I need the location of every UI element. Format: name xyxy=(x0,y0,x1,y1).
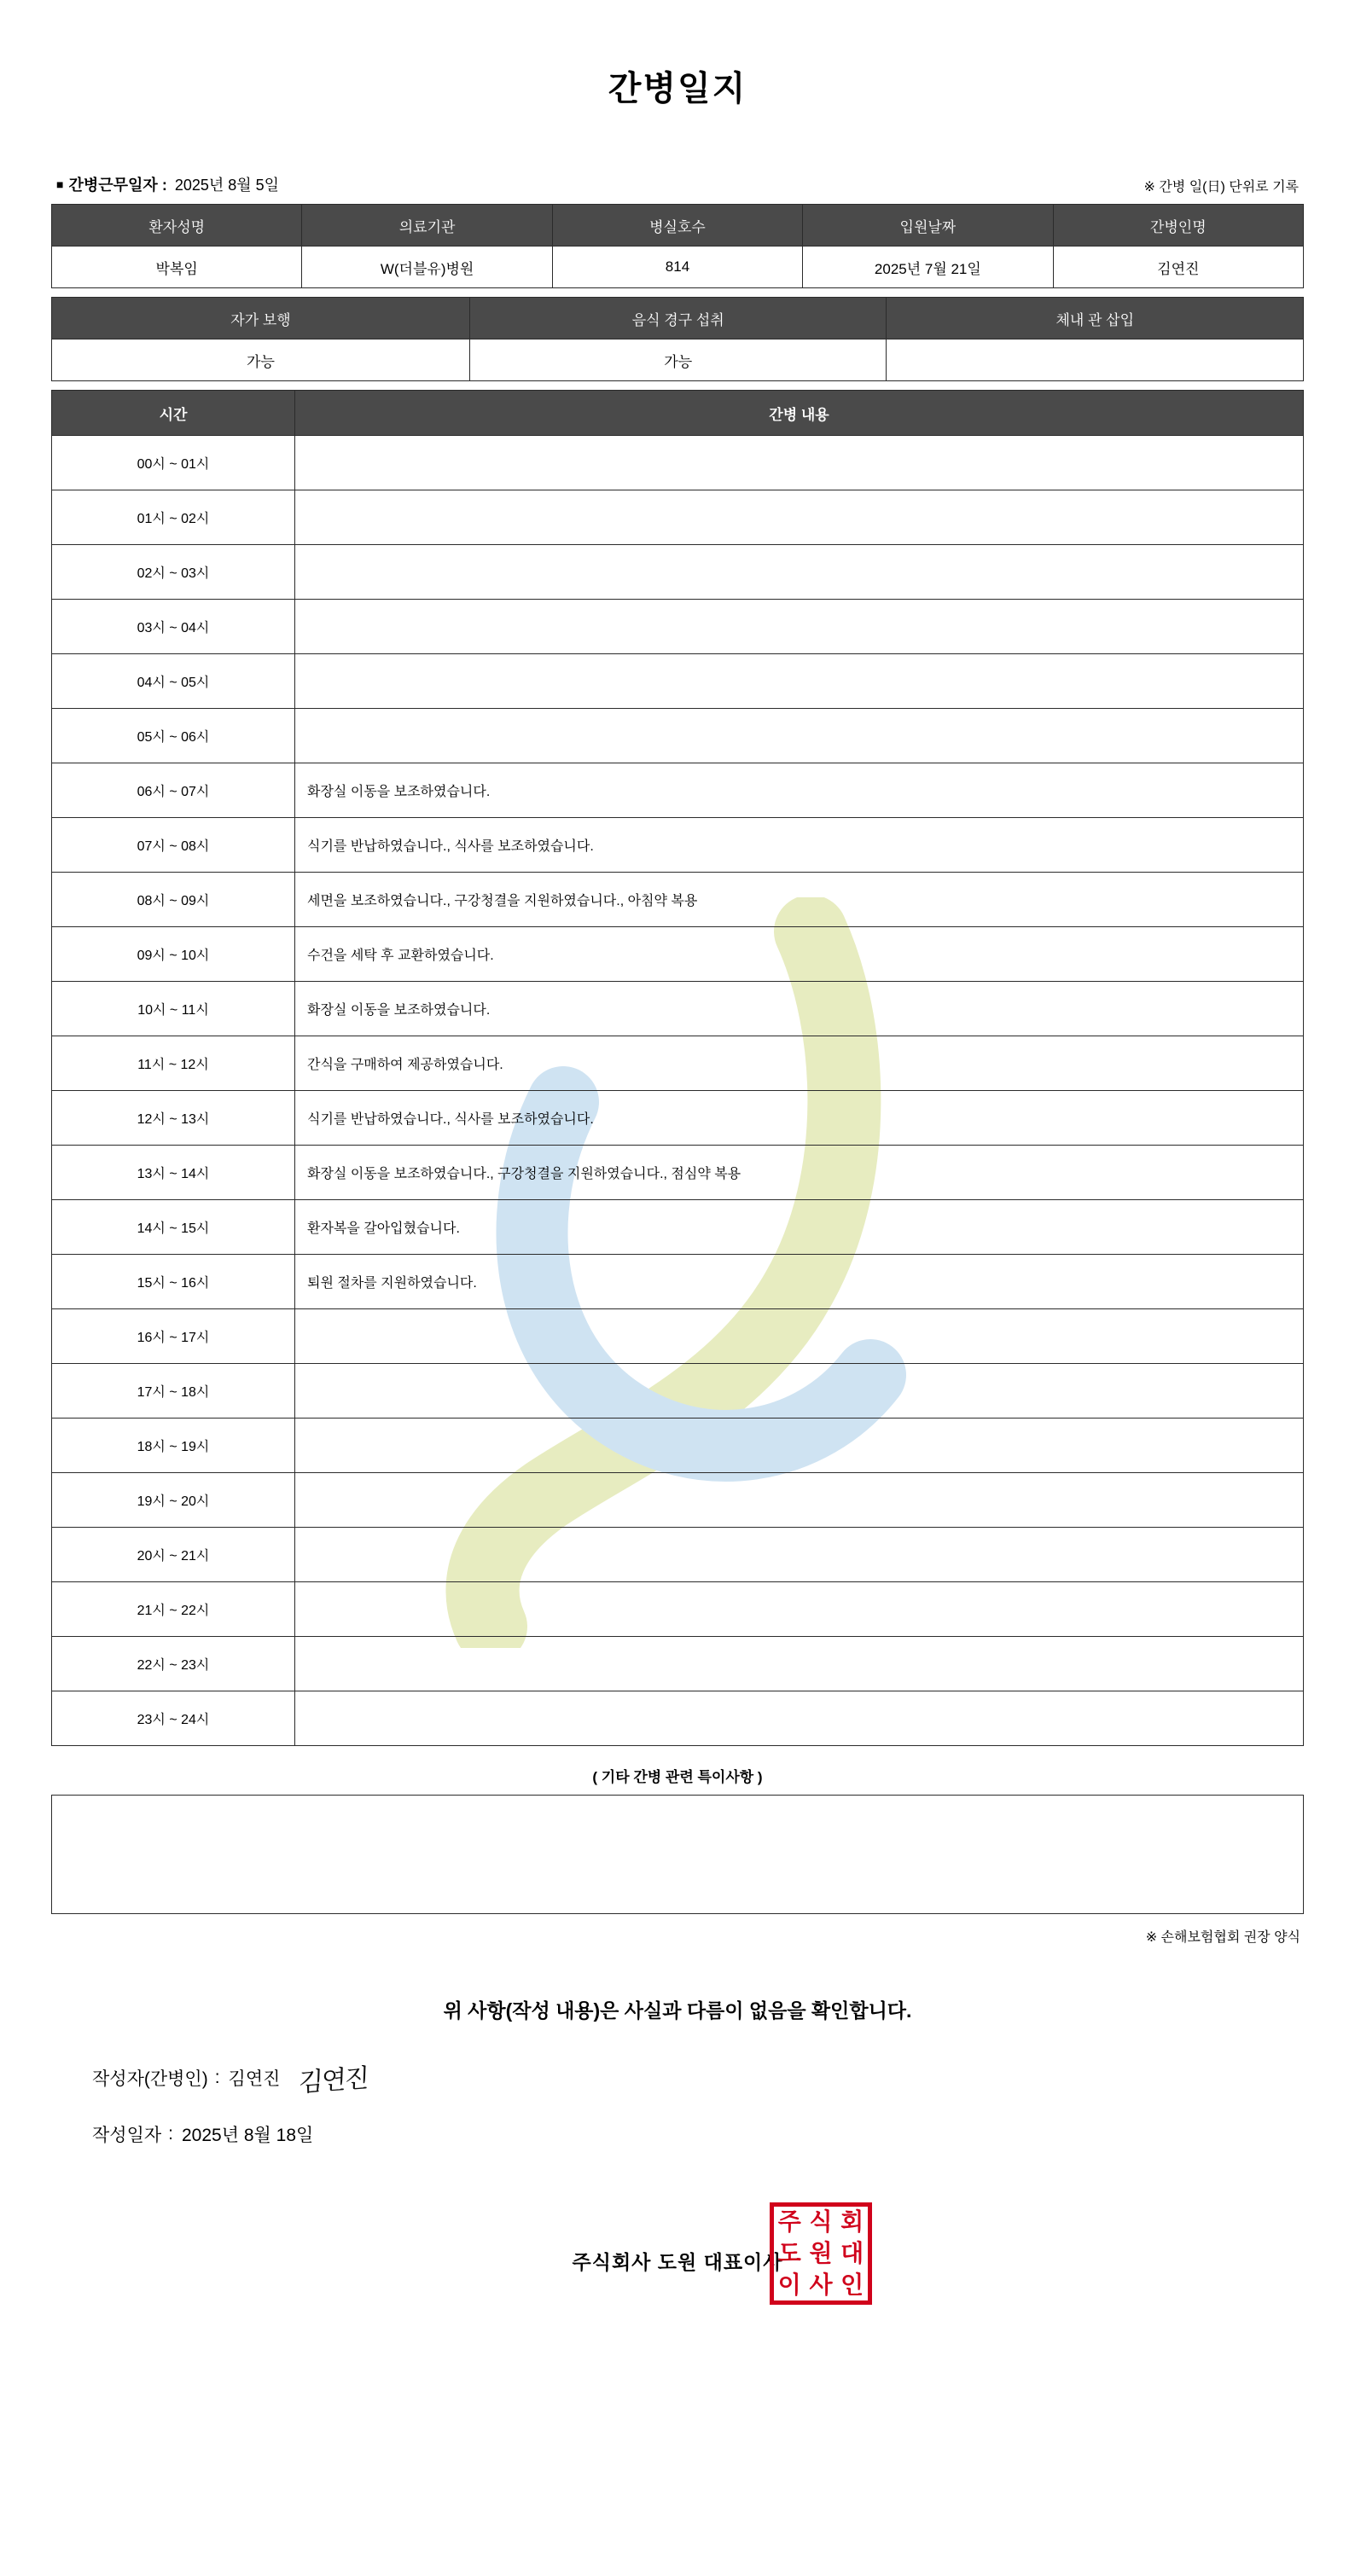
stamp-char: 사 xyxy=(809,2270,833,2299)
col-header-caregiver-name: 간병인명 xyxy=(1053,205,1303,247)
time-cell: 04시 ~ 05시 xyxy=(52,654,295,709)
company-seal-stamp xyxy=(770,2202,872,2305)
time-cell: 12시 ~ 13시 xyxy=(52,1091,295,1146)
stamp-char: 대 xyxy=(840,2238,864,2267)
table-row xyxy=(52,1637,1304,1691)
value-patient-name: 박복임 xyxy=(52,247,302,288)
page-title: 간병일지 xyxy=(608,70,747,107)
time-cell: 10시 ~ 11시 xyxy=(52,982,295,1036)
time-cell: 21시 ~ 22시 xyxy=(52,1582,295,1637)
time-cell: 05시 ~ 06시 xyxy=(52,709,295,763)
author-row xyxy=(92,2061,1304,2098)
time-cell: 13시 ~ 14시 xyxy=(52,1146,295,1200)
date-value: 2025년 8월 18일 xyxy=(182,2126,314,2145)
care-content-cell xyxy=(295,1637,1304,1691)
time-cell: 03시 ~ 04시 xyxy=(52,600,295,654)
care-content-cell: 식기를 반납하였습니다., 식사를 보조하였습니다. xyxy=(295,1091,1304,1146)
author-label: 작성자(간병인) xyxy=(92,2069,208,2089)
table-row xyxy=(52,545,1304,600)
association-note: ※ 손해보험협회 권장 양식 xyxy=(1145,1930,1300,1945)
table-row xyxy=(52,1528,1304,1582)
meta-row xyxy=(51,173,1304,195)
stamp-char: 주 xyxy=(777,2208,801,2237)
table-row xyxy=(52,1200,1304,1255)
table-row xyxy=(52,927,1304,982)
care-content-cell: 세면을 보조하였습니다., 구강청결을 지원하였습니다., 아침약 복용 xyxy=(295,873,1304,927)
table-row xyxy=(52,1473,1304,1528)
time-cell: 07시 ~ 08시 xyxy=(52,818,295,873)
value-admission-date: 2025년 7월 21일 xyxy=(803,247,1053,288)
time-cell: 14시 ~ 15시 xyxy=(52,1200,295,1255)
table-row xyxy=(52,1691,1304,1746)
notes-box[interactable] xyxy=(51,1795,1304,1914)
date-label: 작성일자 xyxy=(92,2126,162,2145)
time-cell: 22시 ~ 23시 xyxy=(52,1637,295,1691)
col-header-admission-date: 입원날짜 xyxy=(803,205,1053,247)
table-header-row xyxy=(52,205,1304,247)
care-content-cell: 환자복을 갈아입혔습니다. xyxy=(295,1200,1304,1255)
table-spacer xyxy=(51,288,1304,297)
table-row xyxy=(52,654,1304,709)
stamp-char: 원 xyxy=(809,2238,833,2267)
time-cell: 16시 ~ 17시 xyxy=(52,1309,295,1364)
care-content-cell: 화장실 이동을 보조하였습니다. xyxy=(295,763,1304,818)
table-row xyxy=(52,1419,1304,1473)
table-row xyxy=(52,873,1304,927)
value-hospital: W(더블유)병원 xyxy=(302,247,552,288)
care-content-cell: 화장실 이동을 보조하였습니다., 구강청결을 지원하였습니다., 점심약 복용 xyxy=(295,1146,1304,1200)
time-cell: 06시 ~ 07시 xyxy=(52,763,295,818)
col-header-self-walking: 자가 보행 xyxy=(52,298,470,339)
time-cell: 08시 ~ 09시 xyxy=(52,873,295,927)
care-content-cell: 퇴원 절차를 지원하였습니다. xyxy=(295,1255,1304,1309)
care-condition-table xyxy=(51,297,1304,381)
author-separator: : xyxy=(214,2068,220,2087)
value-self-walking: 가능 xyxy=(52,339,470,381)
time-cell: 01시 ~ 02시 xyxy=(52,490,295,545)
unit-note: ※ 간병 일(日) 단위로 기록 xyxy=(1143,180,1299,194)
care-content-cell: 화장실 이동을 보조하였습니다. xyxy=(295,982,1304,1036)
table-row xyxy=(52,818,1304,873)
signature-block xyxy=(51,2061,1304,2151)
notes-section-title: ( 기타 간병 관련 특이사항 ) xyxy=(592,1769,763,1785)
table-row xyxy=(52,1255,1304,1309)
care-content-cell: 간식을 구매하여 제공하였습니다. xyxy=(295,1036,1304,1091)
hourly-log-table xyxy=(51,390,1304,1746)
table-row xyxy=(52,982,1304,1036)
work-date-separator: : xyxy=(161,177,167,194)
work-date-label: 간병근무일자 xyxy=(68,177,158,194)
care-content-cell xyxy=(295,1691,1304,1746)
stamp-char: 이 xyxy=(777,2270,801,2299)
care-content-cell: 식기를 반납하였습니다., 식사를 보조하였습니다. xyxy=(295,818,1304,873)
time-cell: 11시 ~ 12시 xyxy=(52,1036,295,1091)
table-row xyxy=(52,247,1304,288)
care-content-cell xyxy=(295,545,1304,600)
col-header-care-content: 간병 내용 xyxy=(295,391,1304,436)
author-value: 김연진 xyxy=(228,2069,281,2089)
care-content-cell: 수건을 세탁 후 교환하였습니다. xyxy=(295,927,1304,982)
care-content-cell xyxy=(295,490,1304,545)
work-date-value: 2025년 8월 5일 xyxy=(174,177,280,194)
time-cell: 19시 ~ 20시 xyxy=(52,1473,295,1528)
care-content-cell xyxy=(295,654,1304,709)
care-content-cell xyxy=(295,436,1304,490)
table-row xyxy=(52,1146,1304,1200)
table-row xyxy=(52,339,1304,381)
time-cell: 15시 ~ 16시 xyxy=(52,1255,295,1309)
time-cell: 17시 ~ 18시 xyxy=(52,1364,295,1419)
work-date-block xyxy=(56,173,279,195)
time-cell: 23시 ~ 24시 xyxy=(52,1691,295,1746)
value-room-number: 814 xyxy=(552,247,802,288)
date-separator: : xyxy=(168,2124,173,2144)
time-cell: 00시 ~ 01시 xyxy=(52,436,295,490)
table-row xyxy=(52,1036,1304,1091)
table-row xyxy=(52,600,1304,654)
col-header-patient-name: 환자성명 xyxy=(52,205,302,247)
value-tube-insertion xyxy=(887,339,1304,381)
company-name: 주식회사 도원 대표이사 xyxy=(572,2251,783,2273)
care-content-cell xyxy=(295,600,1304,654)
table-row xyxy=(52,1364,1304,1419)
table-row xyxy=(52,763,1304,818)
care-content-cell xyxy=(295,1419,1304,1473)
table-header-row xyxy=(52,298,1304,339)
table-row xyxy=(52,436,1304,490)
care-content-cell xyxy=(295,709,1304,763)
stamp-char: 인 xyxy=(840,2270,864,2299)
care-content-cell xyxy=(295,1528,1304,1582)
col-header-room-number: 병실호수 xyxy=(552,205,802,247)
table-row xyxy=(52,490,1304,545)
table-row xyxy=(52,1582,1304,1637)
handwritten-signature: 김연진 xyxy=(298,2063,369,2098)
patient-info-table xyxy=(51,204,1304,288)
care-content-cell xyxy=(295,1309,1304,1364)
value-oral-intake: 가능 xyxy=(469,339,887,381)
time-cell: 09시 ~ 10시 xyxy=(52,927,295,982)
stamp-char: 식 xyxy=(809,2208,833,2237)
date-row xyxy=(92,2117,1304,2151)
company-row xyxy=(51,2202,1304,2356)
care-content-cell xyxy=(295,1582,1304,1637)
col-header-tube-insertion: 체내 관 삽입 xyxy=(887,298,1304,339)
table-row xyxy=(52,1091,1304,1146)
value-caregiver-name: 김연진 xyxy=(1053,247,1303,288)
time-cell: 20시 ~ 21시 xyxy=(52,1528,295,1582)
col-header-time: 시간 xyxy=(52,391,295,436)
table-row xyxy=(52,1309,1304,1364)
col-header-hospital: 의료기관 xyxy=(302,205,552,247)
stamp-char: 도 xyxy=(777,2238,801,2267)
stamp-char: 회 xyxy=(840,2208,864,2237)
square-bullet-icon: ■ xyxy=(56,177,64,191)
care-content-cell xyxy=(295,1473,1304,1528)
table-header-row xyxy=(52,391,1304,436)
table-row xyxy=(52,709,1304,763)
col-header-oral-intake: 음식 경구 섭취 xyxy=(469,298,887,339)
care-content-cell xyxy=(295,1364,1304,1419)
time-cell: 18시 ~ 19시 xyxy=(52,1419,295,1473)
time-cell: 02시 ~ 03시 xyxy=(52,545,295,600)
confirmation-statement: 위 사항(작성 내용)은 사실과 다름이 없음을 확인합니다. xyxy=(443,1999,912,2022)
